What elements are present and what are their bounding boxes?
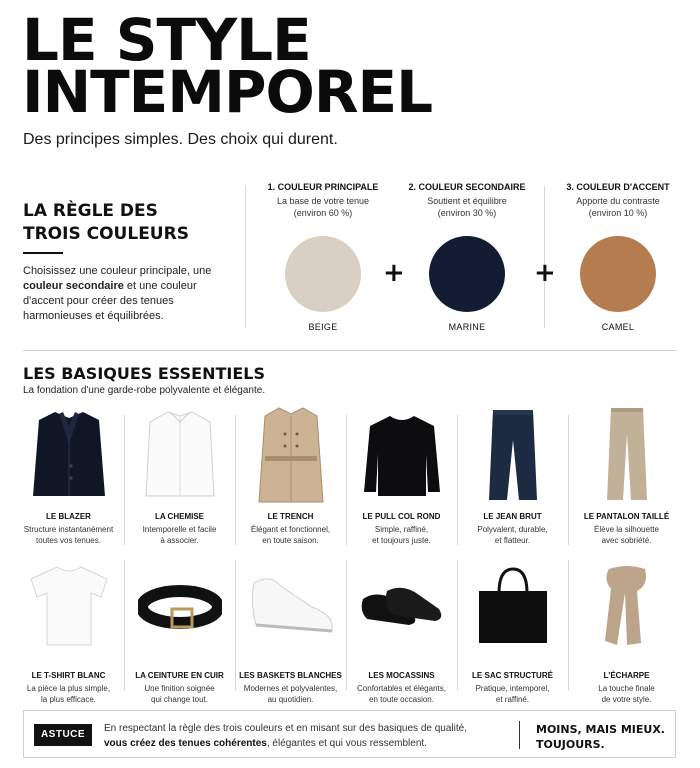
page-subtitle: Des principes simples. Des choix qui durent. (23, 131, 338, 148)
color-desc: Soutient et équilibre (environ 30 %) (427, 196, 507, 218)
jeans-icon (458, 404, 567, 504)
basic-item (347, 563, 456, 705)
basic-item (14, 404, 123, 546)
handbag-icon (458, 563, 567, 663)
tip-divider (519, 721, 520, 749)
tip-badge: ASTUCE (34, 724, 92, 746)
basic-item (125, 404, 234, 546)
item-name: LE SAC STRUCTURÉ (472, 671, 553, 680)
color-name: MARINE (448, 322, 486, 332)
color-title: 2. COULEUR SECONDAIRE (408, 182, 526, 192)
item-desc: Pratique, intemporel, et raffiné. (475, 684, 550, 704)
trench-coat-icon (236, 404, 345, 504)
divider (568, 415, 569, 545)
item-name: LE PANTALON TAILLÉ (583, 512, 670, 521)
tip-motto: MOINS, MAIS MIEUX. TOUJOURS. (536, 723, 665, 751)
divider (544, 186, 545, 328)
item-name: LE T-SHIRT BLANC (31, 671, 106, 680)
plus-icon: + (383, 258, 405, 288)
item-name: LE PULL COL ROND (362, 512, 441, 521)
item-desc: Simple, raffiné, et toujours juste. (372, 525, 431, 545)
item-name: LE JEAN BRUT (483, 512, 542, 521)
basic-item (572, 404, 681, 546)
title-underline (23, 252, 63, 254)
basics-title: LES BASIQUES ESSENTIELS (23, 364, 265, 383)
color-swatch-marine (429, 236, 505, 312)
item-name: LES MOCASSINS (368, 671, 435, 680)
color-title: 1. COULEUR PRINCIPALE (267, 182, 379, 192)
color-swatch-camel (580, 236, 656, 312)
basic-item (236, 563, 345, 705)
trousers-icon (572, 404, 681, 504)
belt-icon (125, 563, 234, 663)
item-name: LA CHEMISE (154, 512, 205, 521)
item-name: LA CEINTURE EN CUIR (135, 671, 224, 680)
item-desc: Structure instantanément toutes vos tenues. (23, 525, 114, 545)
color-card-secondary (402, 182, 532, 332)
basic-item (347, 404, 456, 546)
color-desc: Apporte du contraste (environ 10 %) (576, 196, 660, 218)
color-rule-description (23, 264, 223, 324)
tip-box (23, 710, 676, 758)
item-desc: La pièce la plus simple, la plus efficace. (26, 684, 111, 704)
color-rule-title (23, 200, 189, 246)
item-desc: Une finition soignée qui change tout. (144, 684, 215, 704)
basic-item (458, 404, 567, 546)
basic-item (236, 404, 345, 546)
item-desc: Intemporelle et facile à associer. (142, 525, 217, 545)
tshirt-icon (14, 563, 123, 663)
color-rule-title-line-1: LA RÈGLE DES (23, 201, 158, 221)
item-name: LE TRENCH (267, 512, 314, 521)
tip-text: En respectant la règle des trois couleurs et en misant sur des basiques de qualité, vous créez des tenues cohérentes, élégantes et qui vous ressemblent. (104, 723, 467, 749)
item-desc: Élégant et fonctionnel, en toute saison. (250, 525, 331, 545)
color-name: CAMEL (601, 322, 635, 332)
loafers-icon (347, 563, 456, 663)
item-desc: Polyvalent, durable, et flatteur. (477, 525, 548, 545)
section-divider (23, 350, 677, 351)
rule-text-part-1: Choisissez une couleur principale, une (23, 265, 212, 277)
plus-icon: + (534, 258, 556, 288)
color-card-primary (258, 182, 388, 332)
color-title: 3. COULEUR D'ACCENT (566, 182, 670, 192)
color-swatch-beige (285, 236, 361, 312)
color-desc: La base de votre tenue (environ 60 %) (276, 196, 370, 218)
item-name: LES BASKETS BLANCHES (239, 671, 342, 680)
color-name: BEIGE (308, 322, 338, 332)
page-title-line-1: LE STYLE (22, 6, 311, 74)
basic-item (125, 563, 234, 705)
item-desc: Modernes et polyvalentes, au quotidien. (243, 684, 338, 704)
color-card-accent (553, 182, 683, 332)
blazer-icon (14, 404, 123, 504)
item-name: LE BLAZER (46, 512, 91, 521)
shirt-icon (125, 404, 234, 504)
page-title (22, 6, 433, 126)
sneaker-icon (236, 563, 345, 663)
item-desc: Confortables et élégants, en toute occasion. (357, 684, 446, 704)
scarf-icon (572, 563, 681, 663)
basic-item (458, 563, 567, 705)
basic-item (14, 563, 123, 705)
divider (568, 560, 569, 690)
item-name: L'ÉCHARPE (603, 671, 650, 680)
basics-subtitle: La fondation d'une garde-robe polyvalente et élégante. (23, 385, 266, 396)
color-rule-title-line-2: TROIS COULEURS (23, 224, 189, 244)
rule-text-part-2: et une couleur d'accent pour créer des tenues harmonieuses et équilibrées. (23, 280, 197, 322)
sweater-icon (347, 404, 456, 504)
rule-text-bold: couleur secondaire (23, 280, 124, 292)
divider (245, 186, 246, 328)
item-desc: Élève la silhouette avec sobriété. (594, 525, 659, 545)
basic-item (572, 563, 681, 705)
page-title-line-2: INTEMPOREL (22, 58, 433, 126)
item-desc: La touche finale de votre style. (598, 684, 655, 704)
